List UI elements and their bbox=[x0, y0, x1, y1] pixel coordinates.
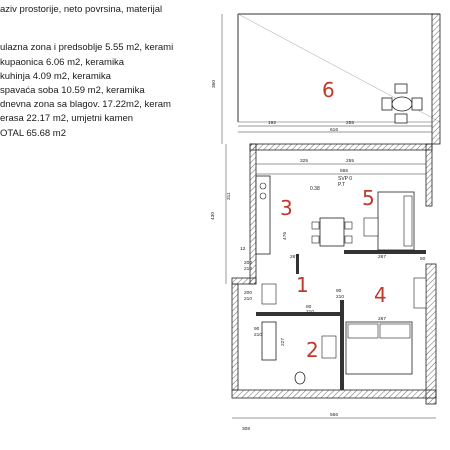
dim-227: 227 bbox=[281, 337, 286, 346]
dining-table-icon bbox=[312, 218, 378, 246]
svp-label: SVP 0 bbox=[338, 176, 353, 182]
room-number-1: 1 bbox=[296, 273, 309, 297]
dim-210-a: 210 bbox=[244, 267, 253, 272]
dim-90-b: 90 bbox=[254, 327, 260, 332]
room-number-3: 3 bbox=[280, 196, 293, 220]
legend-line-5: dnevna zona sa blagov. 17.22m2, keram bbox=[0, 99, 171, 110]
sofa-icon bbox=[378, 192, 414, 250]
dim-476: 476 bbox=[283, 231, 288, 240]
dim-200: 200 bbox=[244, 261, 253, 266]
dim-living-255: 255 bbox=[346, 159, 355, 164]
dim-90: 90 bbox=[336, 289, 342, 294]
room-number-2: 2 bbox=[306, 338, 319, 362]
legend-total: OTAL 65.68 m2 bbox=[0, 128, 67, 139]
room-number-4: 4 bbox=[374, 283, 387, 307]
dim-210-c: 210 bbox=[306, 310, 315, 315]
legend-line-2: kupaonica 6.06 m2, keramika bbox=[0, 57, 125, 68]
room-number-5: 5 bbox=[362, 186, 375, 210]
kitchen-counter-icon bbox=[256, 176, 270, 254]
dim-80: 80 bbox=[306, 305, 312, 310]
dim-living-565: 565 bbox=[340, 169, 349, 174]
legend-header: aziv prostorije, neto povrsina, materijal bbox=[0, 4, 163, 15]
legend-line-6: erasa 22.17 m2, umjetni kamen bbox=[0, 113, 134, 124]
dim-308: 308 bbox=[242, 427, 251, 432]
svp-sub-label: P.T bbox=[338, 182, 346, 188]
dim-210-d: 210 bbox=[254, 333, 263, 338]
dim-side-430: 430 bbox=[211, 211, 216, 220]
legend-line-1: ulazna zona i predsoblje 5.55 m2, kerami bbox=[0, 42, 174, 53]
dim-210-e: 210 bbox=[244, 297, 253, 302]
room-number-6: 6 bbox=[322, 78, 335, 102]
dim-50: 50 bbox=[420, 257, 426, 262]
dim-210-b: 210 bbox=[336, 295, 345, 300]
dim-side-360: 360 bbox=[212, 79, 217, 88]
dim-terrace-616: 616 bbox=[330, 128, 339, 133]
level-marker: 0.38 bbox=[310, 186, 320, 192]
legend-line-4: spavaća soba 10.59 m2, keramika bbox=[0, 85, 145, 96]
dim-bottom-566: 566 bbox=[330, 413, 339, 418]
dim-12: 12 bbox=[240, 247, 246, 252]
dim-side-311: 311 bbox=[227, 192, 232, 200]
legend-line-3: kuhinja 4.09 m2, keramika bbox=[0, 71, 111, 82]
dim-267-b: 267 bbox=[378, 255, 387, 260]
dim-living-325: 325 bbox=[300, 159, 309, 164]
dim-267-c: 267 bbox=[378, 317, 387, 322]
dim-terrace-192: 192 bbox=[268, 121, 277, 126]
bathroom-fixtures-icon bbox=[262, 284, 336, 384]
dim-267-a: 267 bbox=[290, 255, 299, 260]
dim-200-b: 200 bbox=[244, 291, 253, 296]
dim-terrace-255: 255 bbox=[346, 121, 355, 126]
terrace-table-icon bbox=[382, 84, 422, 123]
